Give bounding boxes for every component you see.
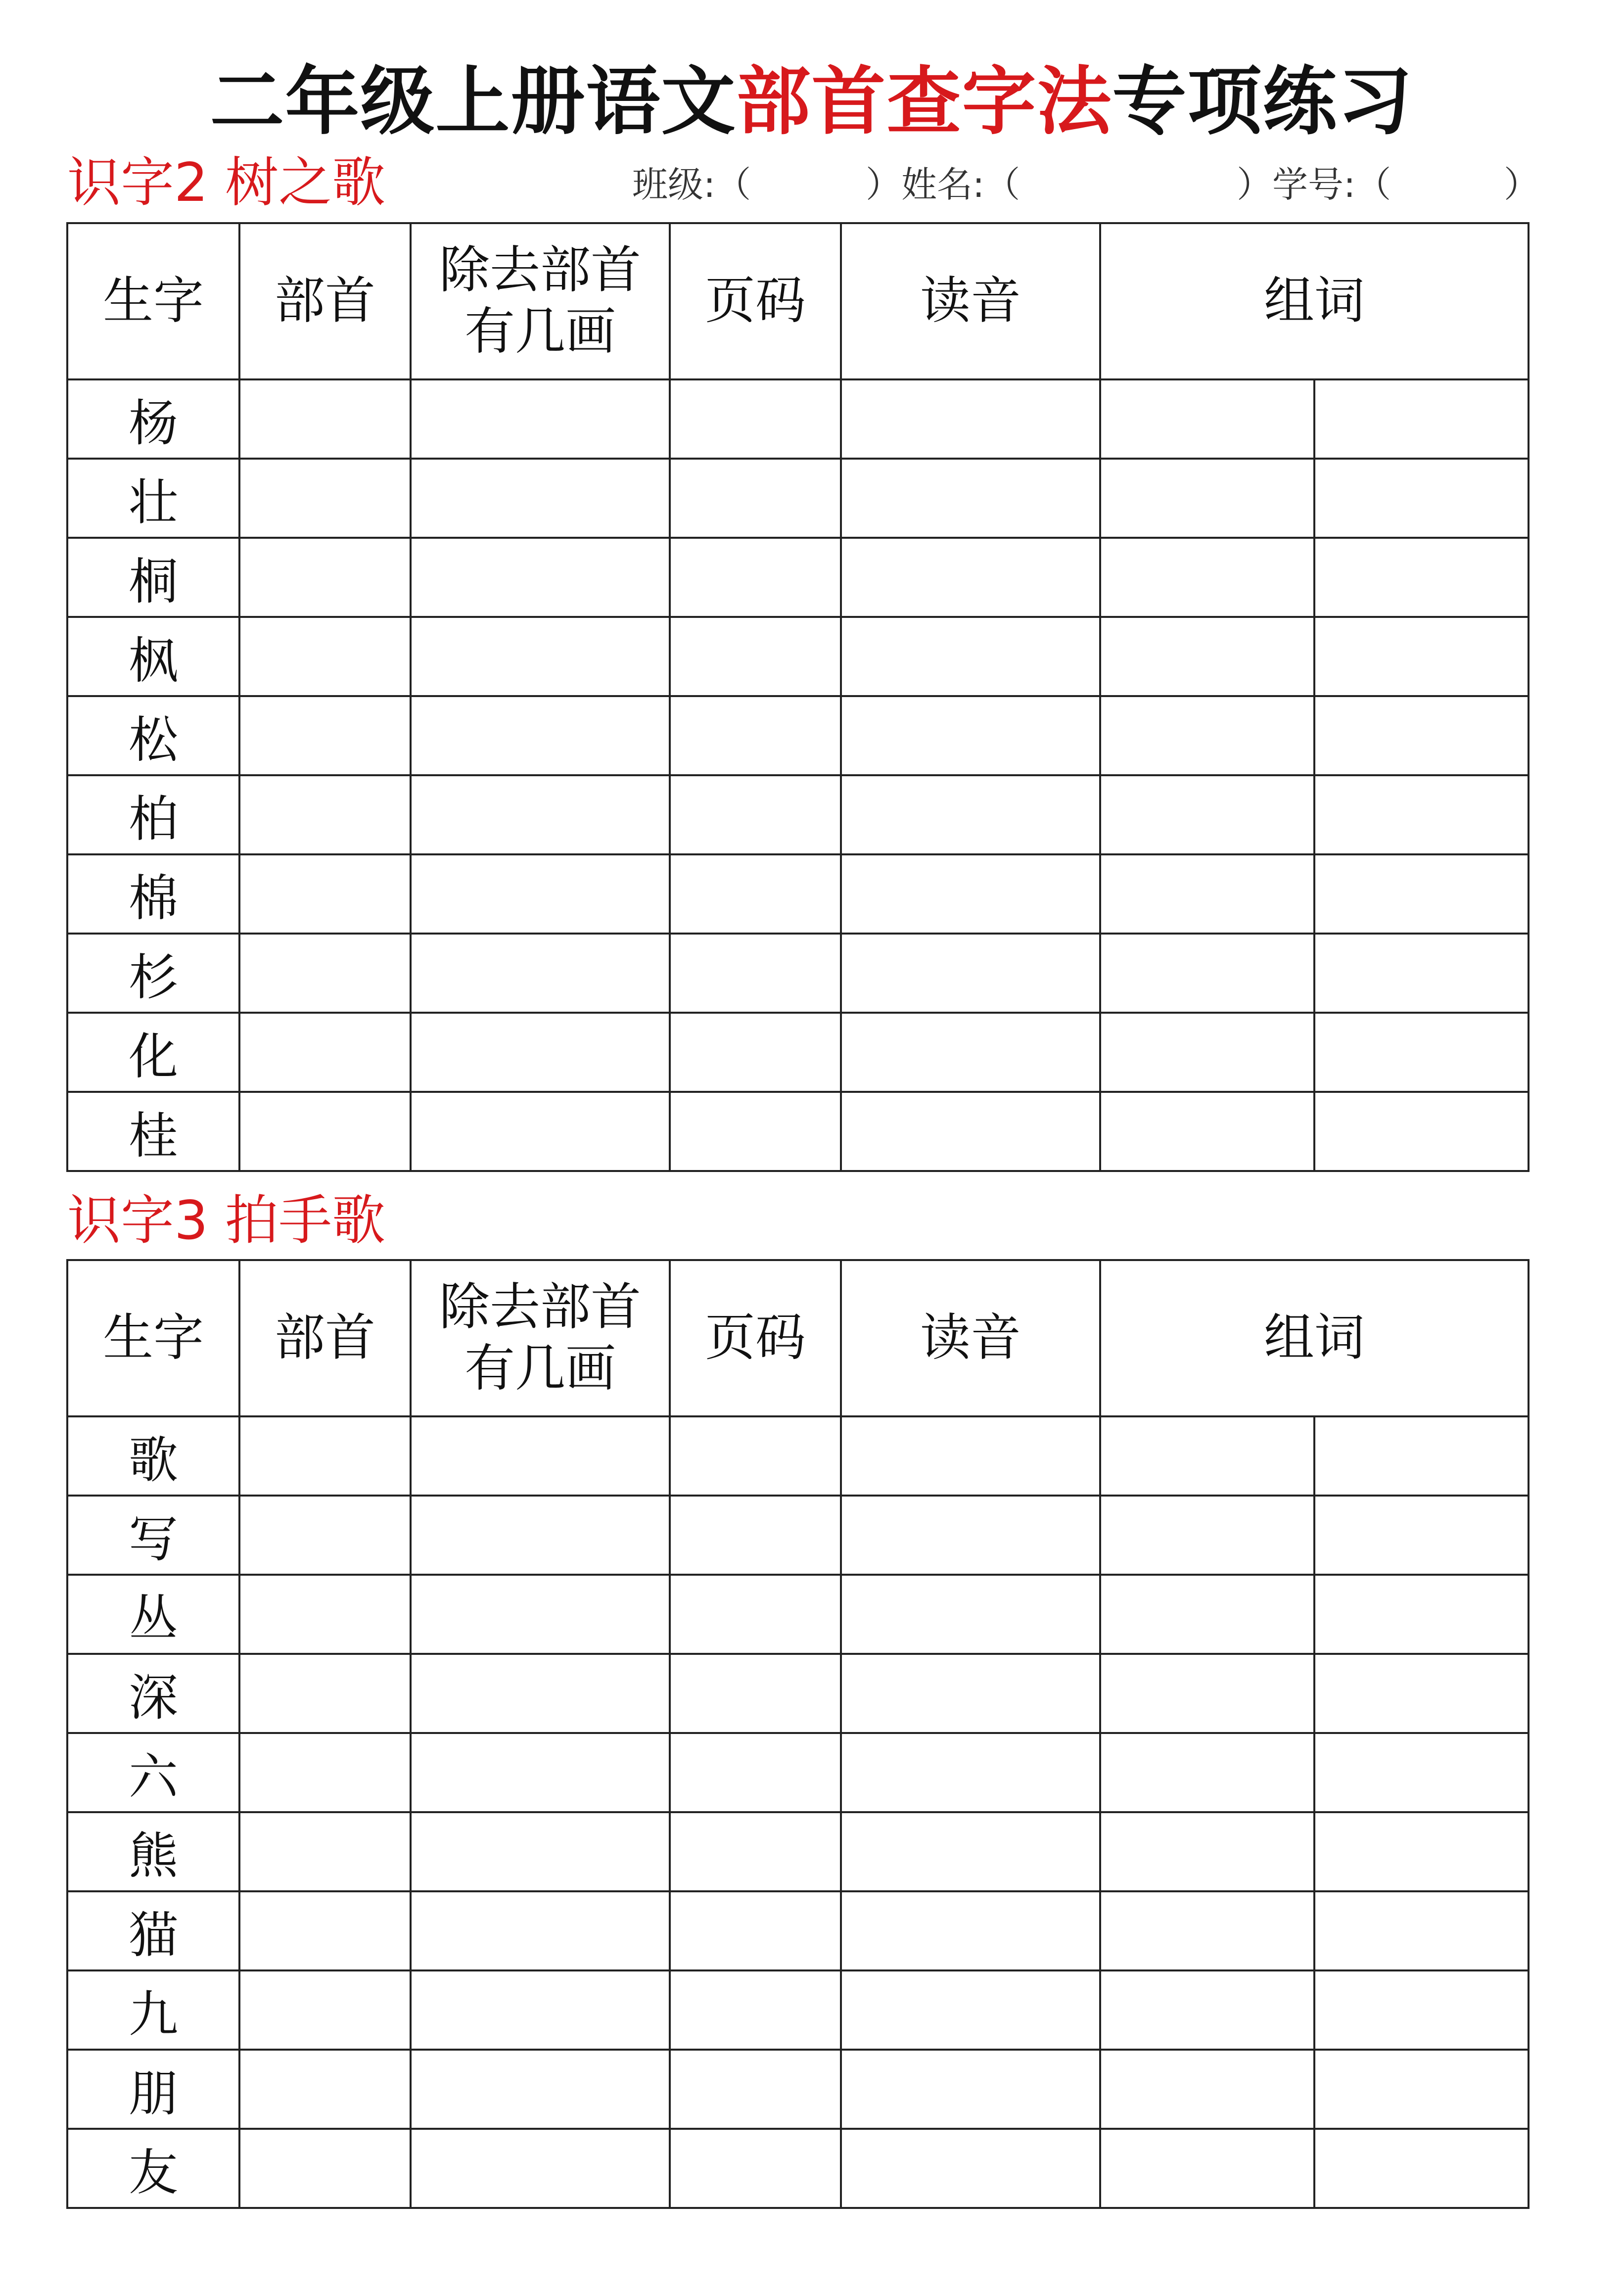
page-input[interactable] [670,696,841,775]
pinyin-input[interactable] [841,617,1100,696]
page-input[interactable] [670,1013,841,1092]
char-cell: 杉 [67,934,239,1013]
strokes-input[interactable] [411,1733,670,1812]
strokes-input[interactable] [411,1970,670,2050]
pinyin-input[interactable] [841,934,1100,1013]
name-label: ）姓名:（ [866,164,1020,205]
strokes-input[interactable] [411,934,670,1013]
table-row [67,775,1529,854]
word-input-2[interactable] [1314,1092,1529,1171]
word-input-2[interactable] [1314,379,1529,459]
page-input[interactable] [670,2050,841,2129]
col-header-strokes [411,1260,670,1416]
word-input-1[interactable] [1100,617,1314,696]
word-input-1[interactable] [1100,1891,1314,1970]
pinyin-input[interactable] [841,538,1100,617]
pinyin-input[interactable] [841,1733,1100,1812]
pinyin-input[interactable] [841,2050,1100,2129]
char-cell: 友 [67,2129,239,2208]
table-row [67,854,1529,934]
page-input[interactable] [670,934,841,1013]
word-input-2[interactable] [1314,934,1529,1013]
page-input[interactable] [670,854,841,934]
strokes-input[interactable] [411,775,670,854]
table-row [67,379,1529,459]
char-cell: 柏 [67,775,239,854]
char-cell: 桂 [67,1092,239,1171]
col-header-pinyin: 读音 [841,223,1100,379]
col-header-strokes-line1: 除去部首 [439,1278,641,1337]
page-input[interactable] [670,1416,841,1496]
radical-input[interactable] [239,617,411,696]
col-header-radical: 部首 [239,223,411,379]
table-row [67,1575,1529,1654]
table-row [67,1891,1529,1970]
page-input[interactable] [670,617,841,696]
radical-input[interactable] [239,696,411,775]
pinyin-input[interactable] [841,1575,1100,1654]
word-input-2[interactable] [1314,538,1529,617]
word-input-2[interactable] [1314,696,1529,775]
word-input-1[interactable] [1100,1013,1314,1092]
radical-input[interactable] [239,2050,411,2129]
char-cell: 松 [67,696,239,775]
word-input-1[interactable] [1100,1416,1314,1496]
pinyin-input[interactable] [841,775,1100,854]
pinyin-input[interactable] [841,1496,1100,1575]
col-header-char: 生字 [67,223,239,379]
strokes-input[interactable] [411,2129,670,2208]
radical-input[interactable] [239,459,411,538]
word-input-1[interactable] [1100,1575,1314,1654]
table-row [67,1970,1529,2050]
word-input-2[interactable] [1314,1013,1529,1092]
strokes-input[interactable] [411,538,670,617]
strokes-input[interactable] [411,854,670,934]
info-end-paren: ） [1504,164,1540,205]
strokes-input[interactable] [411,1013,670,1092]
page-input[interactable] [670,1092,841,1171]
word-input-2[interactable] [1314,2129,1529,2208]
word-input-1[interactable] [1100,696,1314,775]
col-header-page: 页码 [670,223,841,379]
word-input-2[interactable] [1314,1812,1529,1891]
pinyin-input[interactable] [841,459,1100,538]
page-input[interactable] [670,1891,841,1970]
radical-input[interactable] [239,775,411,854]
word-input-1[interactable] [1100,775,1314,854]
word-input-2[interactable] [1314,459,1529,538]
table-row [67,1654,1529,1733]
word-input-1[interactable] [1100,1092,1314,1171]
section-1-table [66,222,1530,1172]
char-cell: 六 [67,1733,239,1812]
radical-input[interactable] [239,1733,411,1812]
pinyin-input[interactable] [841,379,1100,459]
col-header-strokes-line1: 除去部首 [439,241,641,300]
word-input-2[interactable] [1314,617,1529,696]
word-input-2[interactable] [1314,1970,1529,2050]
word-input-1[interactable] [1100,538,1314,617]
page-input[interactable] [670,1654,841,1733]
pinyin-input[interactable] [841,1013,1100,1092]
col-header-words: 组词 [1100,223,1529,379]
strokes-input[interactable] [411,1575,670,1654]
char-cell: 朋 [67,2050,239,2129]
radical-input[interactable] [239,1013,411,1092]
word-input-1[interactable] [1100,1733,1314,1812]
strokes-input[interactable] [411,617,670,696]
radical-input[interactable] [239,538,411,617]
pinyin-input[interactable] [841,1416,1100,1496]
page-input[interactable] [670,1733,841,1812]
title-part-2: 部首查字法 [736,58,1113,145]
word-input-2[interactable] [1314,2050,1529,2129]
section-2-label: 识字3 拍手歌 [67,1190,386,1252]
radical-input[interactable] [239,2129,411,2208]
col-header-strokes-line2: 有几画 [464,302,616,361]
char-cell: 丛 [67,1575,239,1654]
char-cell: 杨 [67,379,239,459]
word-input-2[interactable] [1314,1416,1529,1496]
page-input[interactable] [670,1970,841,2050]
page-title [0,52,1623,151]
col-header-strokes-line2: 有几画 [464,1339,616,1398]
table-row [67,1812,1529,1891]
word-input-1[interactable] [1100,934,1314,1013]
char-cell: 枫 [67,617,239,696]
student-number-label: ）学号:（ [1237,164,1391,205]
char-cell: 壮 [67,459,239,538]
radical-input[interactable] [239,1416,411,1496]
radical-input[interactable] [239,1575,411,1654]
table-row [67,696,1529,775]
table-row [67,1416,1529,1496]
strokes-input[interactable] [411,2050,670,2129]
table-row [67,1496,1529,1575]
word-input-1[interactable] [1100,1812,1314,1891]
word-input-1[interactable] [1100,459,1314,538]
section-2-table [66,1259,1530,2209]
table-row [67,2050,1529,2129]
pinyin-input[interactable] [841,1891,1100,1970]
pinyin-input[interactable] [841,696,1100,775]
word-input-1[interactable] [1100,1654,1314,1733]
col-header-char: 生字 [67,1260,239,1416]
strokes-input[interactable] [411,696,670,775]
char-cell: 歌 [67,1416,239,1496]
radical-input[interactable] [239,379,411,459]
char-cell: 熊 [67,1812,239,1891]
page-input[interactable] [670,459,841,538]
strokes-input[interactable] [411,1092,670,1171]
word-input-2[interactable] [1314,854,1529,934]
table-header-row [67,223,1529,379]
word-input-2[interactable] [1314,1733,1529,1812]
radical-input[interactable] [239,1891,411,1970]
table-row [67,1013,1529,1092]
radical-input[interactable] [239,1092,411,1171]
class-label: 班级:（ [632,164,751,205]
strokes-input[interactable] [411,459,670,538]
table-row [67,538,1529,617]
title-part-1: 二年级上册语文 [210,58,737,145]
strokes-input[interactable] [411,1416,670,1496]
table-row [67,1733,1529,1812]
word-input-1[interactable] [1100,2050,1314,2129]
col-header-radical: 部首 [239,1260,411,1416]
page-input[interactable] [670,1812,841,1891]
pinyin-input[interactable] [841,1970,1100,2050]
char-cell: 写 [67,1496,239,1575]
page-input[interactable] [670,2129,841,2208]
table-row [67,2129,1529,2208]
word-input-1[interactable] [1100,2129,1314,2208]
pinyin-input[interactable] [841,1092,1100,1171]
word-input-2[interactable] [1314,1654,1529,1733]
word-input-2[interactable] [1314,1496,1529,1575]
table-header-row [67,1260,1529,1416]
word-input-1[interactable] [1100,1496,1314,1575]
strokes-input[interactable] [411,379,670,459]
pinyin-input[interactable] [841,1812,1100,1891]
strokes-input[interactable] [411,1891,670,1970]
radical-input[interactable] [239,1654,411,1733]
strokes-input[interactable] [411,1496,670,1575]
char-cell: 棉 [67,854,239,934]
col-header-strokes [411,223,670,379]
char-cell: 深 [67,1654,239,1733]
word-input-2[interactable] [1314,1891,1529,1970]
table-row [67,617,1529,696]
section-1-label: 识字2 树之歌 [67,152,386,214]
col-header-pinyin: 读音 [841,1260,1100,1416]
page-input[interactable] [670,775,841,854]
col-header-page: 页码 [670,1260,841,1416]
col-header-words: 组词 [1100,1260,1529,1416]
pinyin-input[interactable] [841,1654,1100,1733]
page-input[interactable] [670,1575,841,1654]
char-cell: 桐 [67,538,239,617]
char-cell: 猫 [67,1891,239,1970]
pinyin-input[interactable] [841,854,1100,934]
word-input-1[interactable] [1100,854,1314,934]
table-row [67,1092,1529,1171]
word-input-1[interactable] [1100,379,1314,459]
word-input-1[interactable] [1100,1970,1314,2050]
word-input-2[interactable] [1314,1575,1529,1654]
char-cell: 九 [67,1970,239,2050]
page-input[interactable] [670,379,841,459]
table-row [67,934,1529,1013]
table-row [67,459,1529,538]
page-input[interactable] [670,538,841,617]
radical-input[interactable] [239,1970,411,2050]
word-input-2[interactable] [1314,775,1529,854]
char-cell: 化 [67,1013,239,1092]
radical-input[interactable] [239,934,411,1013]
radical-input[interactable] [239,1812,411,1891]
title-part-3: 专项练习 [1112,58,1413,145]
radical-input[interactable] [239,854,411,934]
pinyin-input[interactable] [841,2129,1100,2208]
radical-input[interactable] [239,1496,411,1575]
page-input[interactable] [670,1496,841,1575]
strokes-input[interactable] [411,1812,670,1891]
strokes-input[interactable] [411,1654,670,1733]
